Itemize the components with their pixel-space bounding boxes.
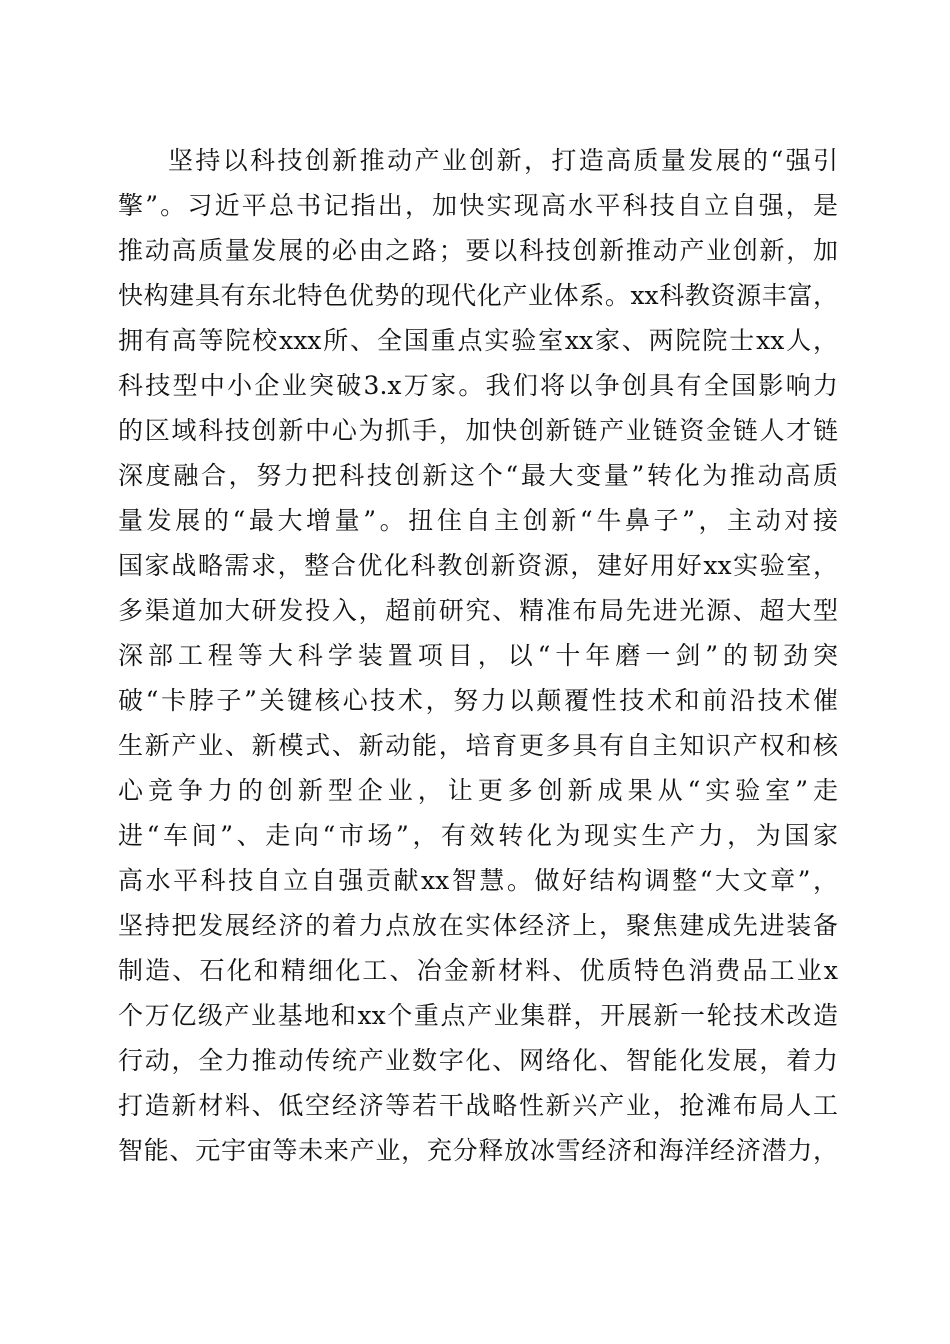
paragraph-line-5: 拥有高等院校xxx所、全国重点实验室xx家、两院院士xx人，	[118, 326, 838, 355]
paragraph-line-18: 坚持把发展经济的着力点放在实体经济上，聚焦建成先进装备	[118, 911, 838, 940]
paragraph-line-16: 进“车间”、走向“市场”，有效转化为现实生产力，为国家	[118, 821, 838, 850]
paragraph-line-2: 擎”。习近平总书记指出，加快实现高水平科技自立自强，是	[118, 191, 838, 220]
paragraph-line-3: 推动高质量发展的必由之路；要以科技创新推动产业创新，加	[118, 236, 838, 265]
paragraph-line-23: 智能、元宇宙等未来产业，充分释放冰雪经济和海洋经济潜力，	[118, 1136, 838, 1165]
paragraph-line-4: 快构建具有东北特色优势的现代化产业体系。xx科教资源丰富，	[118, 281, 838, 310]
paragraph-line-22: 打造新材料、低空经济等若干战略性新兴产业，抢滩布局人工	[118, 1091, 838, 1120]
paragraph-line-6: 科技型中小企业突破3.x万家。我们将以争创具有全国影响力	[118, 371, 838, 400]
paragraph-line-9: 量发展的“最大增量”。扭住自主创新“牛鼻子”，主动对接	[118, 506, 838, 535]
paragraph-line-21: 行动，全力推动传统产业数字化、网络化、智能化发展，着力	[118, 1046, 838, 1075]
paragraph-line-10: 国家战略需求，整合优化科教创新资源，建好用好xx实验室，	[118, 551, 838, 580]
paragraph-line-20: 个万亿级产业基地和xx个重点产业集群，开展新一轮技术改造	[118, 1001, 838, 1030]
paragraph-line-1: 坚持以科技创新推动产业创新，打造高质量发展的“强引	[168, 146, 838, 175]
body-paragraph	[118, 138, 838, 1173]
paragraph-line-11: 多渠道加大研发投入，超前研究、精准布局先进光源、超大型	[118, 596, 838, 625]
paragraph-line-19: 制造、石化和精细化工、冶金新材料、优质特色消费品工业x	[118, 956, 838, 985]
paragraph-line-8: 深度融合，努力把科技创新这个“最大变量”转化为推动高质	[118, 461, 838, 490]
paragraph-line-15: 心竞争力的创新型企业，让更多创新成果从“实验室”走	[118, 776, 838, 805]
paragraph-line-7: 的区域科技创新中心为抓手，加快创新链产业链资金链人才链	[118, 416, 838, 445]
paragraph-line-12: 深部工程等大科学装置项目，以“十年磨一剑”的韧劲突	[118, 641, 838, 670]
paragraph-line-17: 高水平科技自立自强贡献xx智慧。做好结构调整“大文章”，	[118, 866, 838, 895]
paragraph-line-14: 生新产业、新模式、新动能，培育更多具有自主知识产权和核	[118, 731, 838, 760]
paragraph-line-13: 破“卡脖子”关键核心技术，努力以颠覆性技术和前沿技术催	[118, 686, 838, 715]
